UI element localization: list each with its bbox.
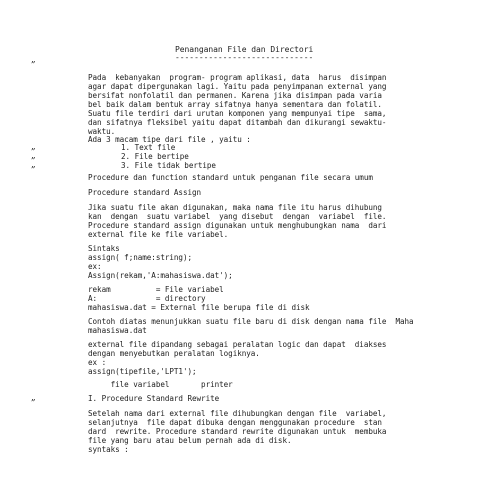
margin-mark: „: [31, 160, 36, 170]
text-line: selanjutnya file dapat dibuka dengan menggunakan procedure stan: [88, 418, 382, 427]
definition-line: A: = directory: [88, 294, 206, 303]
definition-line: mahasiswa.dat = External file berupa file di disk: [88, 303, 310, 312]
text-line: Jika suatu file akan digunakan, maka nama file itu harus dihubung: [88, 203, 382, 212]
text-line: Pada kebanyakan program- program aplikasi, data harus disimpan: [88, 73, 387, 82]
types-intro: Ada 3 macam tipe dari file , yaitu :: [88, 135, 251, 144]
text-line: syntaks :: [88, 445, 129, 454]
text-line: Suatu file terdiri dari urutan komponen yang mempunyai tipe sama,: [88, 109, 387, 118]
margin-mark: „: [31, 151, 36, 161]
text-line: Contoh diatas menunjukkan suatu file baru di disk dengan nama file Maha: [88, 317, 414, 326]
definition-line: rekam = File variabel: [88, 285, 224, 294]
text-line: agar dapat dipergunakan lagi. Yaitu pada penyimpanan external yang: [88, 82, 387, 91]
title-underline: -----------------------------: [175, 53, 314, 62]
code-line: assign( f;name:string);: [88, 253, 193, 262]
document-title: Penanganan File dan Directori: [175, 45, 314, 54]
margin-mark: „: [31, 55, 36, 65]
text-line: dengan menyebutkan peralatan logiknya.: [88, 349, 260, 358]
margin-mark: „: [31, 142, 36, 152]
text-line: Procedure standard assign digunakan untuk menghubungkan nama dari: [88, 221, 387, 230]
assign-heading: Procedure standard Assign: [88, 188, 202, 197]
text-line: mahasiswa.dat: [88, 326, 147, 335]
text-line: file yang baru atau belum pernah ada di disk.: [88, 436, 292, 445]
text-line: bel baik dalam bentuk array sifatnya hanya sementara dan folatil.: [88, 100, 382, 109]
code-line: ex :: [88, 358, 107, 367]
procedure-function-line: Procedure dan function standard untuk penganan file secara umum: [88, 173, 373, 182]
list-item: 3. File tidak bertipe: [121, 161, 216, 170]
list-item: 1. Text file: [121, 143, 176, 152]
rewrite-heading: I. Procedure Standard Rewrite: [88, 394, 220, 403]
text-line: kan dengan suatu variabel yang disebut dengan variabel file.: [88, 212, 387, 221]
margin-mark: „: [31, 393, 36, 403]
code-line: Assign(rekam,'A:mahasiswa.dat');: [88, 271, 233, 280]
text-line: waktu.: [88, 127, 116, 136]
text-line: bersifat nonfolatil dan permanen. Karena jika disimpan pada varia: [88, 91, 382, 100]
text-line: external file ke file variabel.: [88, 230, 229, 239]
text-line: dard rewrite. Procedure standard rewrite digunakan untuk membuka: [88, 427, 387, 436]
list-item: 2. File bertipe: [121, 152, 189, 161]
text-line: external file dipandang sebagai peralatan logic dan dapat diakses: [88, 340, 387, 349]
text-line: Sintaks: [88, 244, 120, 253]
code-line: ex:: [88, 262, 102, 271]
text-line: dan sifatnya fleksibel yaitu dapat ditambah dan dikurangi sewaktu-: [88, 118, 387, 127]
text-line: Setelah nama dari external file dihubungkan dengan file variabel,: [88, 409, 387, 418]
code-line: assign(tipefile,'LPT1');: [88, 367, 197, 376]
file-printer-labels: file variabel printer: [88, 380, 233, 389]
